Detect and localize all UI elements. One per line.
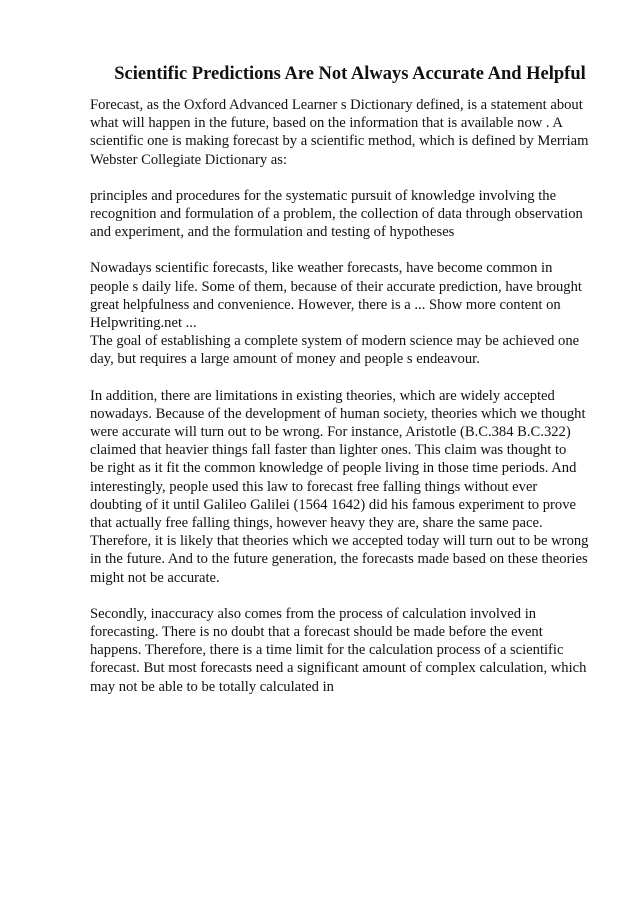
paragraph-limitations-theories: In addition, there are limitations in existing theories, which are widely accepted nowadays. Because of the development of human society, theories which we thought were accurate will turn out to be wrong. For instance, Aristotle (B.C.384 B.C.322) claimed that heavier things fall faster than lighter ones. This claim was thought to be right as it fit the common knowledge of people living in those time periods. And interestingly, people used this law to forecast free falling things without ever doubting of it until Galileo Galilei (1564 1642) did his famous experiment to prove that actually free falling things, however heavy they are, share the same pace. Therefore, it is likely that theories which we accepted today will turn out to be wrong in the future. And to the future generation, the forecasts made based on these theories might not be accurate. [90, 387, 589, 586]
paragraph-calculation-inaccuracy: Secondly, inaccuracy also comes from the process of calculation involved in forecasting. There is no doubt that a forecast should be made before the event happens. Therefore, there is a time limit for the calculation process of a scientific forecast. But most forecasts need a significant amount of complex calculation, which may not be able to be totally calculated in [90, 605, 587, 695]
paragraph-goal-of-science: The goal of establishing a complete system of modern science may be achieved one day, but requires a large amount of money and people s endeavour. [90, 333, 580, 368]
paragraph-gap [90, 169, 600, 187]
document-body [90, 96, 600, 696]
paragraph-gap [90, 369, 600, 387]
paragraph-gap [90, 241, 600, 259]
paragraph-gap [90, 587, 600, 605]
document-title: Scientific Predictions Are Not Always Accurate And Helpful [114, 64, 586, 84]
paragraph-forecast-definition: Forecast, as the Oxford Advanced Learner s Dictionary defined, is a statement about what will happen in the future, based on the information that is available now . A scientific one is making forecast by a scientific method, which is defined by Merriam Webster Collegiate Dictionary as: [90, 97, 589, 168]
paragraph-nowadays-forecasts: Nowadays scientific forecasts, like weather forecasts, have become common in people s daily life. Some of them, because of their accurate prediction, have brought great helpfulness and convenience. However, there is a ... Show more content on Helpwriting.net ... [90, 260, 582, 332]
paragraph-scientific-method-quote: principles and procedures for the systematic pursuit of knowledge involving the recognition and formulation of a problem, the collection of data through observation and experiment, and the formulation and testing of hypotheses [90, 187, 583, 241]
